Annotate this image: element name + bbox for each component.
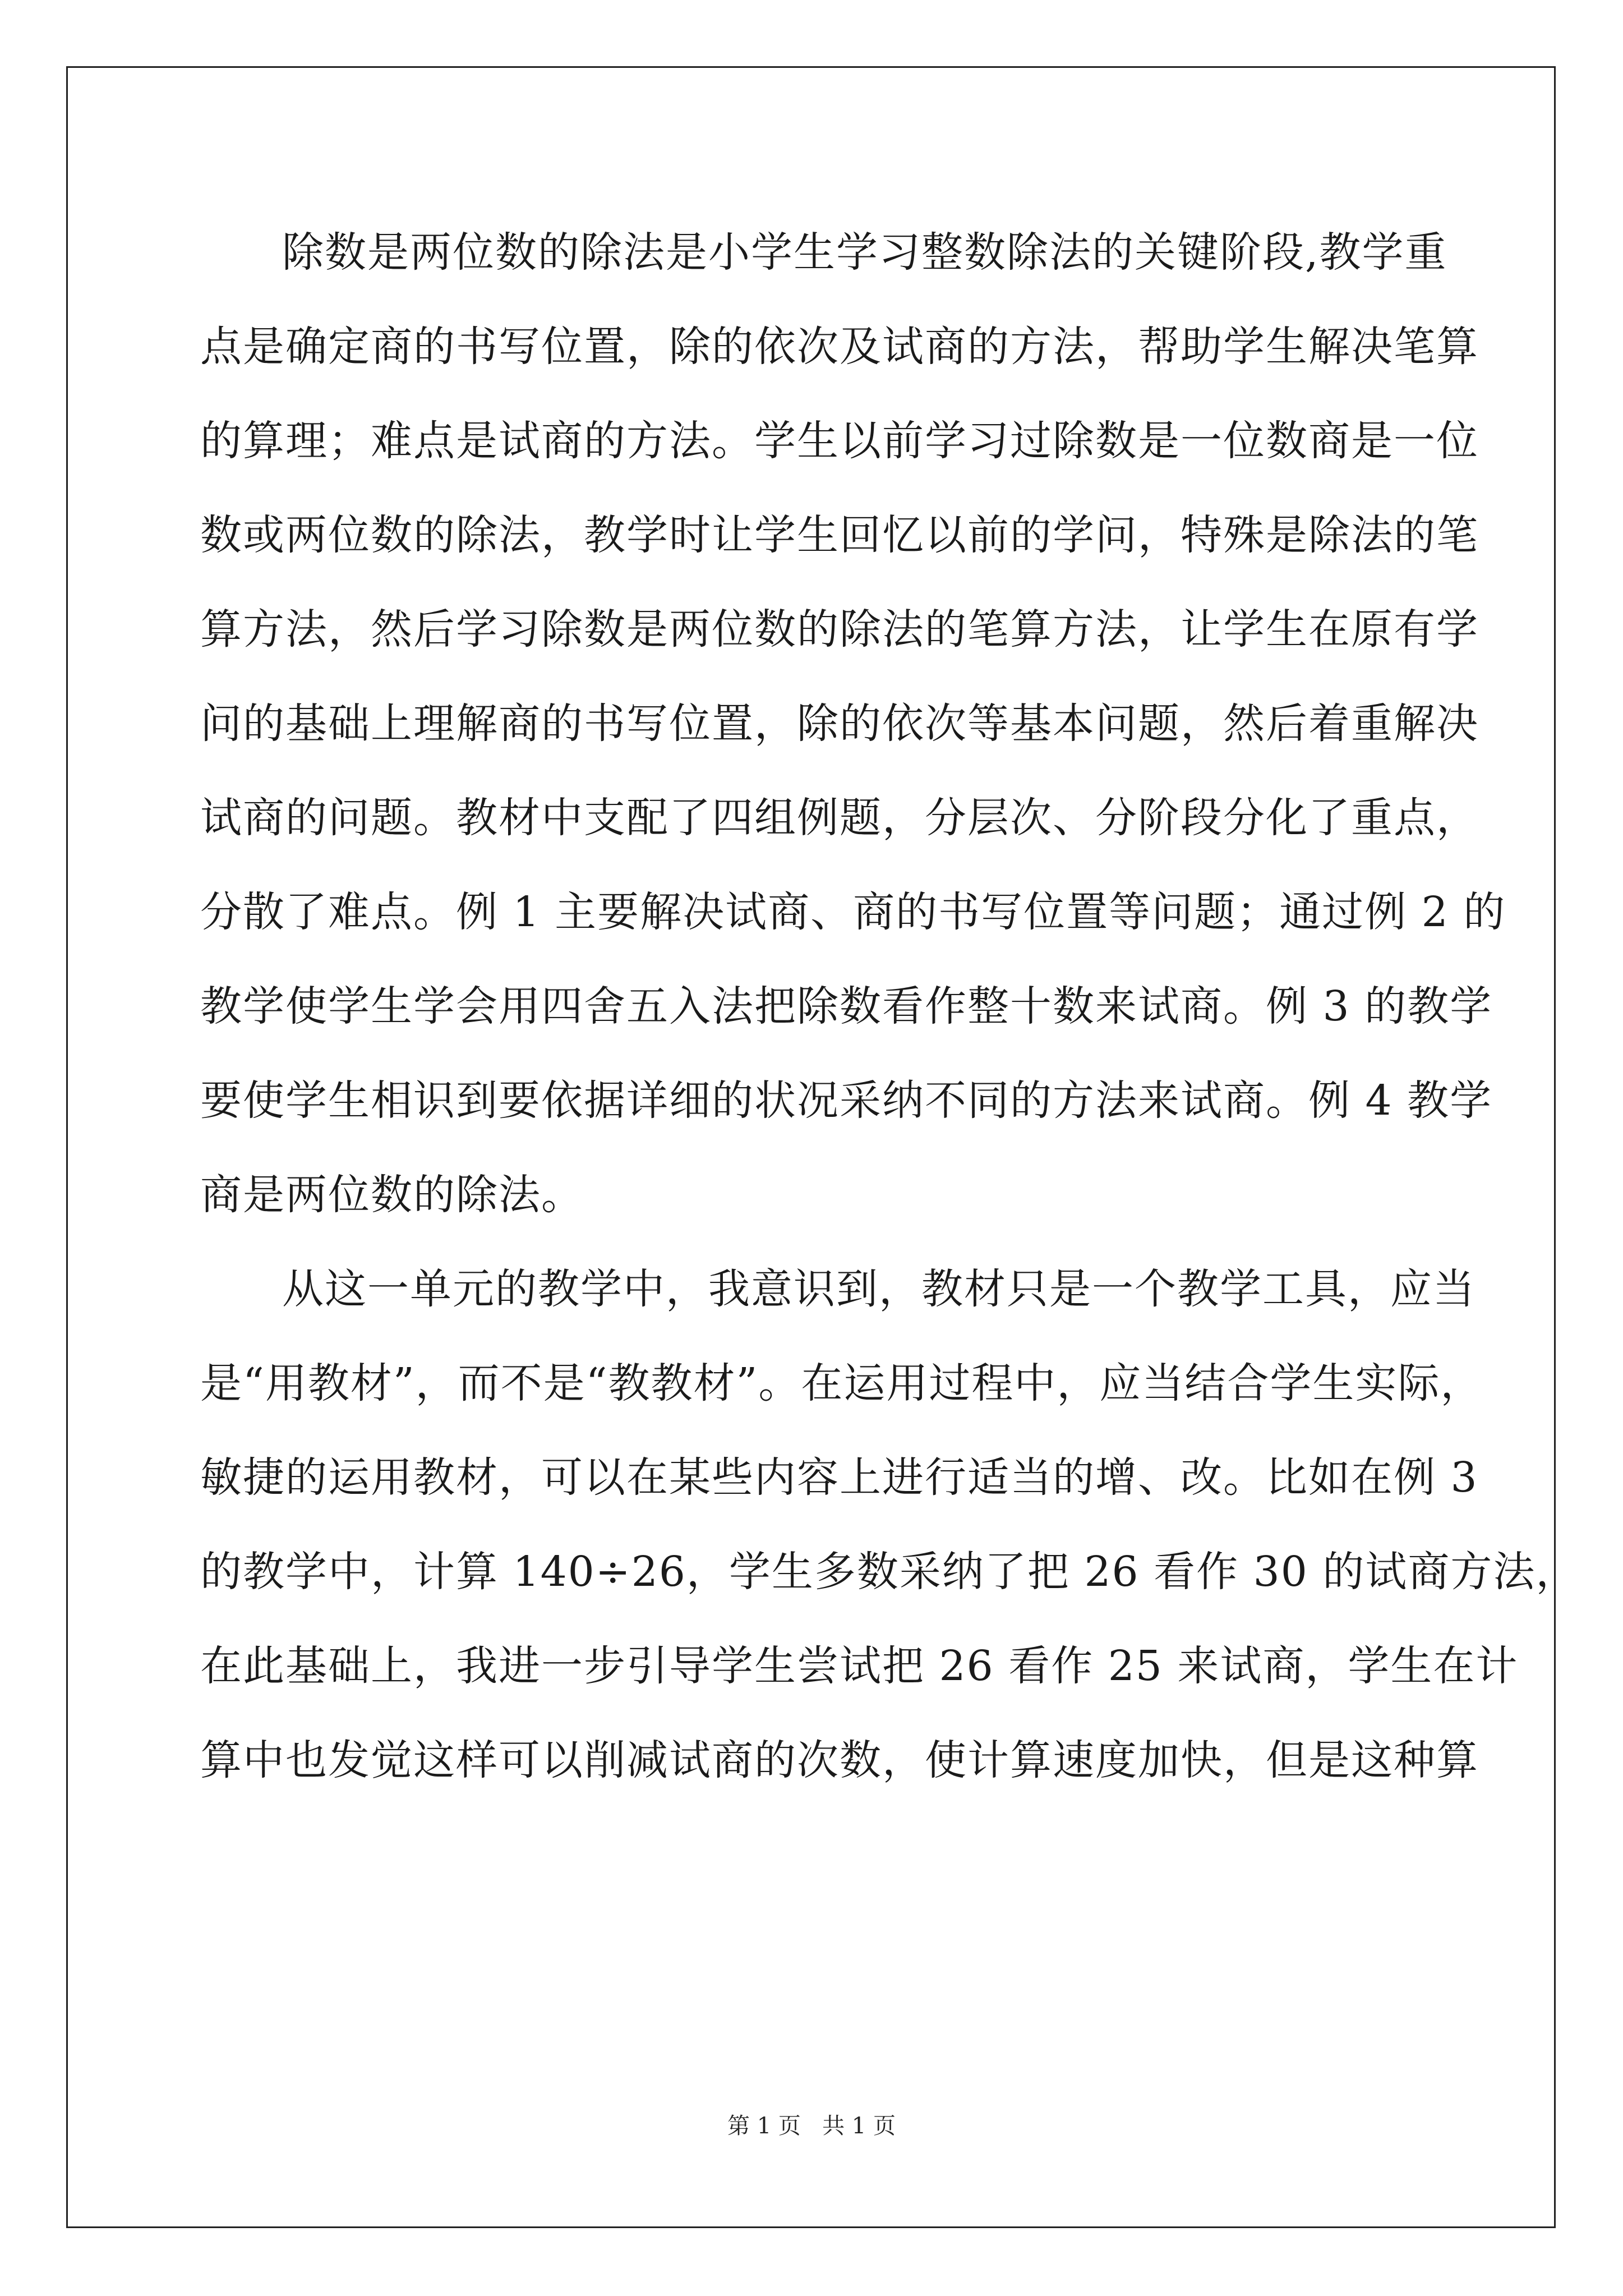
text-line: 敏捷的运用教材，可以在某些内容上进行适当的增、改。比如在例 3 bbox=[200, 1453, 1478, 1502]
text-line: 问的基础上理解商的书写位置，除的依次等基本问题，然后着重解决 bbox=[200, 700, 1479, 748]
text-line: 分散了难点。例 1 主要解决试商、商的书写位置等问题；通过例 2 的 bbox=[200, 888, 1506, 936]
text-line: 数或两位数的除法，教学时让学生回忆以前的学问，特殊是除法的笔 bbox=[200, 511, 1479, 559]
text-line: 的教学中，计算 140÷26，学生多数采纳了把 26 看作 30 的试商方法， bbox=[200, 1548, 1579, 1596]
text-line: 教学使学生学会用四舍五入法把除数看作整十数来试商。例 3 的教学 bbox=[200, 982, 1493, 1030]
text-line: 从这一单元的教学中，我意识到，教材只是一个教学工具，应当 bbox=[282, 1265, 1476, 1313]
text-line: 要使学生相识到要依据详细的状况采纳不同的方法来试商。例 4 教学 bbox=[200, 1076, 1493, 1125]
text-line: 在此基础上，我进一步引导学生尝试把 26 看作 25 来试商，学生在计 bbox=[200, 1642, 1519, 1690]
page-border bbox=[66, 66, 1579, 2228]
page-footer: 第 1 页 共 1 页 bbox=[727, 2113, 896, 2139]
text-line: 的算理；难点是试商的方法。学生以前学习过除数是一位数商是一位 bbox=[200, 417, 1479, 465]
text-line: 试商的问题。教材中支配了四组例题，分层次、分阶段分化了重点， bbox=[200, 794, 1479, 842]
text-line: 点是确定商的书写位置，除的依次及试商的方法，帮助学生解决笔算 bbox=[200, 323, 1479, 371]
text-line: 是“用教材”，而不是“教教材”。在运用过程中，应当结合学生实际， bbox=[200, 1359, 1483, 1407]
text-line: 算中也发觉这样可以削减试商的次数，使计算速度加快，但是这种算 bbox=[200, 1736, 1479, 1784]
text-line: 商是两位数的除法。 bbox=[200, 1171, 584, 1219]
text-line: 除数是两位数的除法是小学生学习整数除法的关键阶段,教学重 bbox=[282, 228, 1447, 277]
text-line: 算方法，然后学习除数是两位数的除法的笔算方法，让学生在原有学 bbox=[200, 605, 1479, 654]
